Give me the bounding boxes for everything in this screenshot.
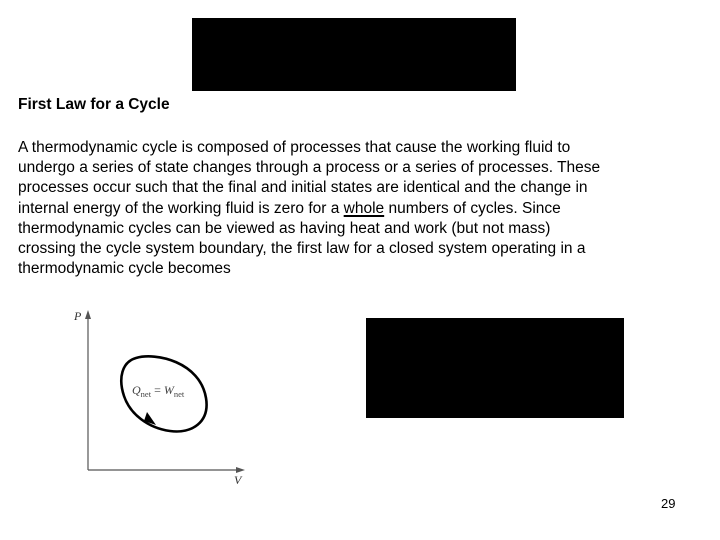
redacted-equation-block — [192, 18, 516, 91]
equation-w: W — [163, 383, 174, 397]
paragraph-line: thermodynamic cycles can be viewed as having heat and work (but not mass) — [18, 219, 551, 237]
equation-q-subscript: net — [140, 389, 152, 399]
equation-equals: = — [151, 383, 164, 397]
paragraph-line: A thermodynamic cycle is composed of processes that cause the working fluid to — [18, 139, 571, 156]
underlined-word: whole — [343, 199, 385, 217]
cycle-equation — [132, 383, 185, 399]
y-axis-arrow-icon — [85, 310, 91, 319]
x-axis-label: V — [234, 473, 242, 487]
body-paragraph — [18, 138, 718, 279]
paragraph-line: processes occur such that the final and initial states are identical and the change in — [18, 179, 588, 197]
paragraph-text: internal energy of the working fluid is zero for a — [18, 199, 344, 217]
paragraph-line: thermodynamic cycle becomes — [18, 260, 231, 278]
paragraph-line: undergo a series of state changes through a process or a series of processes. These — [18, 159, 601, 177]
pv-cycle-diagram — [60, 300, 260, 492]
page-number: 29 — [661, 496, 676, 511]
section-heading: First Law for a Cycle — [18, 96, 170, 113]
paragraph-line: crossing the cycle system boundary, the first law for a closed system operating in a — [18, 240, 586, 258]
y-axis-label: P — [74, 309, 82, 323]
equation-w-subscript: net — [173, 389, 185, 399]
equation-q: Q — [132, 383, 141, 397]
paragraph-text: numbers of cycles. Since — [384, 199, 561, 217]
redacted-equation-block-right — [366, 318, 624, 418]
paragraph-line — [18, 199, 718, 219]
